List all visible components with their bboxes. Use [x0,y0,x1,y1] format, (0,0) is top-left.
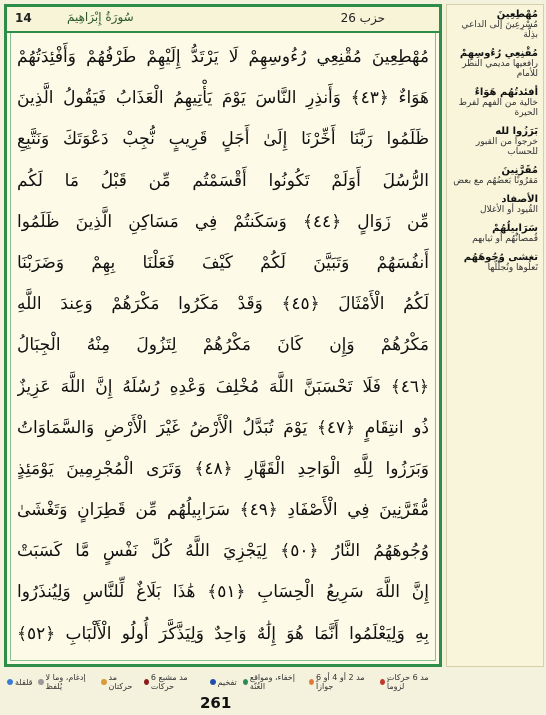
verse-line: ذُو انتِقَامٍ ﴿٤٧﴾ يَوْمَ تُبَدَّلُ الْأَرْضُ غَيْرَ الْأَرْضِ وَالسَّمَاوَاتُ [17,417,429,438]
legend-item [240,670,306,694]
glossary-word: مُقَرَّنِينَ [501,165,538,176]
verse-line: مَكْرُهُمْ وَإِن كَانَ مَكْرُهُمْ لِتَزُولَ مِنْهُ الْجِبَالُ [17,335,429,356]
verse-line: مُّقَرَّنِينَ فِي الْأَصْفَادِ ﴿٤٩﴾ سَرَابِيلُهُم مِّن قَطِرَانٍ وَتَغْشَىٰ [17,500,429,521]
legend-color-dot [380,679,385,685]
glossary-definition: مَقرُونًا بَعضُهُم مع بعض [453,176,538,186]
legend-color-dot [38,679,43,685]
glossary-entry [452,223,538,244]
glossary-definition: القُيود أو الأغلال [480,205,538,215]
verse-line: هَوَاءٌ ﴿٤٣﴾ وَأَنذِرِ النَّاسَ يَوْمَ يَأْتِيهِمُ الْعَذَابُ فَيَقُولُ الَّذِينَ [17,88,429,109]
glossary-word: الأصفاد [501,194,538,205]
glossary-entry [452,194,538,215]
verse-line: إِنَّ اللَّهَ سَرِيعُ الْحِسَابِ ﴿٥١﴾ هَٰذَا بَلَاغٌ لِّلنَّاسِ وَلِيُنذَرُوا [17,582,429,603]
legend-label: إدغام، وما لا يُلفظ [45,673,86,691]
glossary-entry [452,9,538,40]
legend-color-dot [144,679,149,685]
legend-color-dot [243,679,248,685]
glossary-word: تغشى وُجُوهَهُم [463,252,538,263]
glossary-definition: مُسْرِعِينَ إلى الداعي بذِلّة [461,20,538,40]
hizb-label: حزب 26 [340,11,385,25]
verse-line: وَبَرَزُوا لِلَّهِ الْوَاحِدِ الْقَهَّارِ ﴿٤٨﴾ وَتَرَى الْمُجْرِمِينَ يَوْمَئِذٍ [17,458,429,479]
legend-item [306,670,377,694]
verse-line: مِّن زَوَالٍ ﴿٤٤﴾ وَسَكَنتُمْ فِي مَسَاكِنِ الَّذِينَ ظَلَمُوا [17,211,429,232]
legend-item [141,670,207,694]
glossary-entry [452,48,538,79]
legend-label: تفخيم [217,677,237,687]
glossary-word: أفئدتُهُم هَوَاءٌ [474,87,538,98]
legend-label: مد حركتان [108,673,133,691]
legend-color-dot [7,679,13,685]
legend-color-dot [309,679,314,685]
glossary-entry [452,252,538,273]
verse-line: وُجُوهَهُمُ النَّارُ ﴿٥٠﴾ لِيَجْزِيَ اللَّهُ كُلَّ نَفْسٍ مَّا كَسَبَتْ [17,541,429,562]
page-header [7,7,439,33]
legend-item [4,670,35,694]
glossary-definition: قُمصانُهُم أو ثيابهم [472,234,538,244]
glossary-definition: رافعيها مديمي النظر للأمام [462,59,538,79]
verse-line: بِهِ وَلِيَعْلَمُوا أَنَّمَا هُوَ إِلَٰهٌ وَاحِدٌ وَلِيَذَّكَّرَ أُولُو الْأَلْبَابِ ﴿٥٢﴾ [17,623,429,644]
legend-item [98,670,140,694]
verse-line: لَكُمُ الْأَمْثَالَ ﴿٤٥﴾ وَقَدْ مَكَرُوا مَكْرَهُمْ وَعِندَ اللَّهِ [17,294,429,315]
page-number: 261 [200,694,232,712]
glossary-word: بَرَزُوا لله [495,126,538,137]
legend-color-dot [101,679,106,685]
glossary-word: سَرَابِيلُهُمْ [492,223,538,234]
legend-label: مد 6 حركات لزوماً [386,673,429,691]
legend-label: مد 2 أو 4 أو 6 جوازاً [315,673,365,691]
legend-label: مد مشبع 6 حركات [150,673,188,691]
verse-line: أَنفُسَهُمْ وَتَبَيَّنَ لَكُمْ كَيْفَ فَعَلْنَا بِهِمْ وَضَرَبْنَا [17,252,429,273]
glossary-entry [452,165,538,186]
glossary-sidebar [446,4,544,667]
legend-item [207,670,240,694]
tajweed-legend [4,670,442,694]
surah-title: سُورَةُ إِبْرَاهِيمَ [67,10,134,24]
glossary-word: مُهْطِعِينَ [496,9,538,20]
glossary-definition: خالية من الفهم لفرط الحيرة [458,98,538,118]
glossary-entry [452,126,538,157]
page-frame [4,4,442,667]
legend-label: قلقلة [15,677,33,687]
legend-color-dot [210,679,216,685]
glossary-entry [452,87,538,118]
verse-block [17,37,429,655]
glossary-definition: خرجوا من القبور للحساب [475,137,538,157]
legend-label: إخفاء، ومواقع الغُنّة [249,673,295,691]
legend-item [377,670,442,694]
glossary-definition: تَعلُوها وتُجلِّلُها [487,263,538,273]
header-page-number: 14 [15,11,32,25]
verse-line: مُهْطِعِينَ مُقْنِعِي رُءُوسِهِمْ لَا يَرْتَدُّ إِلَيْهِمْ طَرْفُهُمْ وَأَفْئِدَتُهُمْ [17,47,429,67]
legend-item [35,670,98,694]
glossary-word: مُقْنِعِي رُءُوسِهِمْ [459,48,538,59]
verse-line: الرُّسُلَ أَوَلَمْ تَكُونُوا أَقْسَمْتُم مِّن قَبْلُ مَا لَكُم [17,170,429,191]
verse-line: ظَلَمُوا رَبَّنَا أَخِّرْنَا إِلَىٰ أَجَلٍ قَرِيبٍ نُّجِبْ دَعْوَتَكَ وَنَتَّبِعِ [17,129,429,150]
verse-line: ﴿٤٦﴾ فَلَا تَحْسَبَنَّ اللَّهَ مُخْلِفَ وَعْدِهِ رُسُلَهُ إِنَّ اللَّهَ عَزِيزٌ [17,376,429,397]
